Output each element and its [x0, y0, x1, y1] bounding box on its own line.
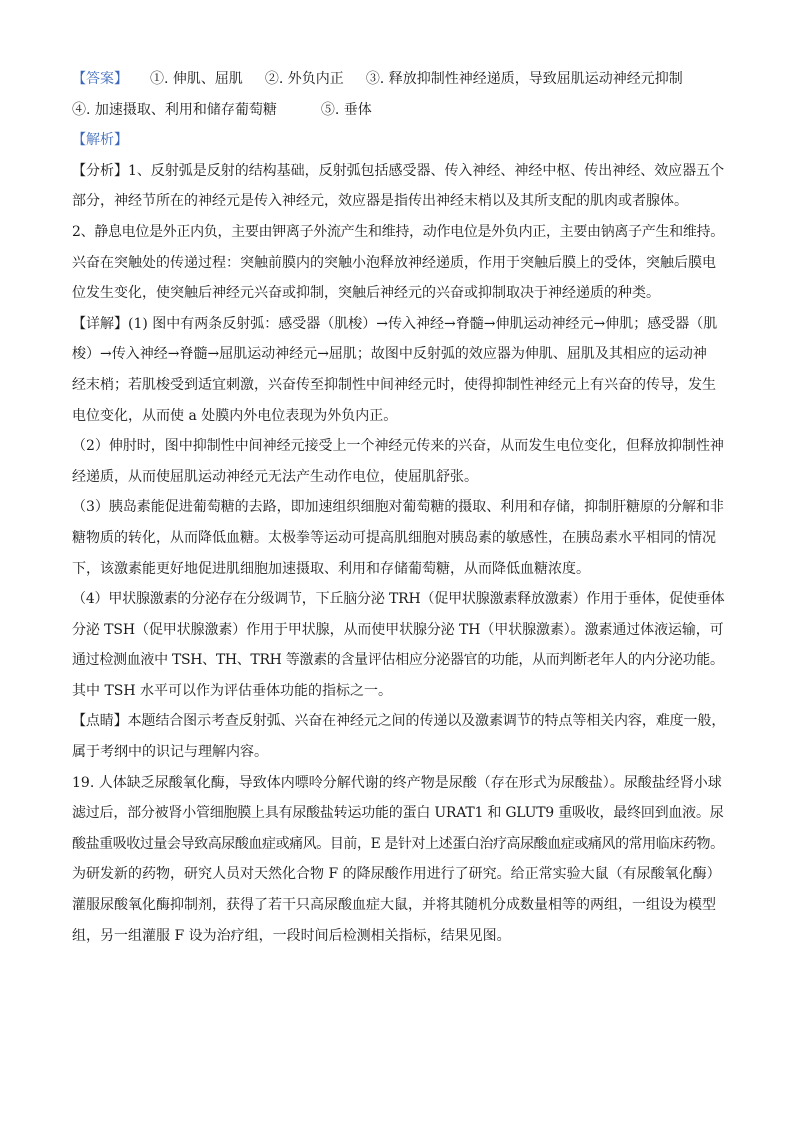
fenxi-text: 部分，神经节所在的神经元是传入神经元，效应器是指传出神经末梢以及其所支配的肌肉或者腺体。: [72, 193, 688, 210]
answer-item-1: ①. 伸肌、屈肌: [150, 71, 243, 87]
answer-line-2: [72, 95, 724, 126]
fenxi-label: 【分析】: [72, 162, 128, 179]
question-19-line: [72, 890, 724, 921]
xiangjie-text: 分泌 TSH（促甲状腺激素）作用于甲状腺，从而使甲状腺分泌 TH（甲状腺激素）。激素通过体液运输，可: [72, 621, 724, 638]
fenxi-line: [72, 248, 724, 279]
document-content: [72, 64, 724, 951]
answer-item-4: ④. 加速摄取、利用和储存葡萄糖: [72, 101, 277, 118]
question-text: 滤过后，部分被肾小管细胞膜上具有尿酸盐转运功能的蛋白 URAT1 和 GLUT9 重吸收，最终回到血液。尿: [72, 805, 724, 822]
xiangjie-line: [72, 645, 724, 676]
xiangjie-line: [72, 554, 724, 585]
xiangjie-text: （4）甲状腺激素的分泌存在分级调节，下丘脑分泌 TRH（促甲状腺激素释放激素）作用于垂体，促使垂体: [72, 591, 725, 608]
xiangjie-text: 经递质，从而使屈肌运动神经元无法产生动作电位，使屈肌舒张。: [72, 468, 478, 485]
question-text: 酸盐重吸收过量会导致高尿酸血症或痛风。目前，E 是针对上述蛋白治疗高尿酸血症或痛风的常用临床药物。: [72, 835, 724, 852]
xiangjie-line: [72, 431, 724, 462]
xiangjie-line: [72, 309, 724, 340]
question-19-line: [72, 829, 724, 860]
xiangjie-text: 糖物质的转化，从而降低血糖。太极拳等运动可提高肌细胞对胰岛素的敏感性，在胰岛素水平相同的情况: [72, 529, 716, 546]
answer-item-2: ②. 外负内正: [264, 71, 344, 87]
fenxi-line: [72, 217, 724, 248]
xiangjie-text: 其中 TSH 水平可以作为评估垂体功能的指标之一。: [72, 682, 393, 699]
answer-label: 【答案】: [72, 71, 128, 87]
dianjing-line: [72, 737, 724, 768]
dianjing-text: 属于考纲中的识记与理解内容。: [72, 744, 268, 761]
question-text: 19. 人体缺乏尿酸氧化酶，导致体内嘌呤分解代谢的终产物是尿酸（存在形式为尿酸盐）。尿酸盐经肾小球: [72, 774, 722, 791]
xiangjie-text: (1) 图中有两条反射弧：感受器（肌梭）→传入神经→脊髓→伸肌运动神经元→伸肌；感受器（肌: [128, 315, 718, 332]
fenxi-line: [72, 156, 724, 187]
xiangjie-text: 通过检测血液中 TSH、TH、TRH 等激素的含量评估相应分泌器官的功能，从而判断老年人的内分泌功能。: [72, 652, 724, 669]
xiangjie-line: [72, 401, 724, 432]
xiangjie-line: [72, 370, 724, 401]
answer-item-3: ③. 释放抑制性神经递质，导致屈肌运动神经元抑制: [365, 71, 683, 87]
xiangjie-line: [72, 523, 724, 554]
xiangjie-line: [72, 492, 724, 523]
fenxi-line: [72, 278, 724, 309]
fenxi-line: [72, 186, 724, 217]
question-text: 组，另一组灌服 F 设为治疗组，一段时间后检测相关指标，结果见图。: [72, 927, 511, 944]
xiangjie-line: [72, 676, 724, 707]
dianjing-line: [72, 706, 724, 737]
fenxi-text: 1、反射弧是反射的结构基础，反射弧包括感受器、传入神经、神经中枢、传出神经、效应器五个: [127, 162, 725, 179]
xiangjie-text: 经末梢；若肌梭受到适宜刺激，兴奋传至抑制性中间神经元时，使得抑制性神经元上有兴奋的传导，发生: [72, 376, 716, 393]
xiangjie-text: （3）胰岛素能促进葡萄糖的去路，即加速组织细胞对葡萄糖的摄取、利用和存储，抑制肝糖原的分解和非: [72, 499, 724, 516]
xiangjie-line: [72, 462, 724, 493]
xiangjie-label: 【详解】: [72, 315, 128, 332]
xiangjie-line: [72, 339, 724, 370]
analysis-heading: [72, 125, 724, 156]
question-19-line: [72, 859, 724, 890]
xiangjie-text: 下，该激素能更好地促进肌细胞加速摄取、利用和存储葡萄糖，从而降低血糖浓度。: [72, 560, 590, 577]
xiangjie-line: [72, 615, 724, 646]
dianjing-label: 【点睛】: [72, 713, 128, 730]
dianjing-text: 本题结合图示考查反射弧、兴奋在神经元之间的传递以及激素调节的特点等相关内容，难度一般，: [127, 713, 726, 730]
fenxi-text: 兴奋在突触处的传递过程：突触前膜内的突触小泡释放神经递质，作用于突触后膜上的受体，突触后膜电: [72, 254, 716, 271]
question-19-line: [72, 798, 724, 829]
xiangjie-text: （2）伸肘时，图中抑制性中间神经元接受上一个神经元传来的兴奋，从而发生电位变化，但释放抑制性神: [72, 438, 724, 455]
fenxi-text: 2、静息电位是外正内负，主要由钾离子外流产生和维持，动作电位是外负内正，主要由钠离子产生和维持。: [72, 223, 724, 240]
question-19-line: [72, 768, 724, 799]
xiangjie-line: [72, 584, 724, 615]
fenxi-text: 位发生变化，使突触后神经元兴奋或抑制，突触后神经元的兴奋或抑制取决于神经递质的种类。: [72, 285, 660, 302]
xiangjie-text: 梭）→传入神经→脊髓→屈肌运动神经元→屈肌；故图中反射弧的效应器为伸肌、屈肌及其相应的运动神: [72, 346, 707, 363]
question-text: 为研发新的药物，研究人员对天然化合物 F 的降尿酸作用进行了研究。给正常实验大鼠（有尿酸氧化酶）: [72, 866, 721, 883]
question-text: 灌服尿酸氧化酶抑制剂，获得了若干只高尿酸血症大鼠，并将其随机分成数量相等的两组，一组设为模型: [72, 897, 716, 914]
analysis-label: 【解析】: [72, 132, 128, 149]
answer-item-5: ⑤. 垂体: [320, 101, 372, 118]
question-19-line: [72, 921, 724, 952]
xiangjie-text: 电位变化，从而使 a 处膜内外电位表现为外负内正。: [72, 407, 398, 424]
answer-line-1: [72, 64, 724, 95]
